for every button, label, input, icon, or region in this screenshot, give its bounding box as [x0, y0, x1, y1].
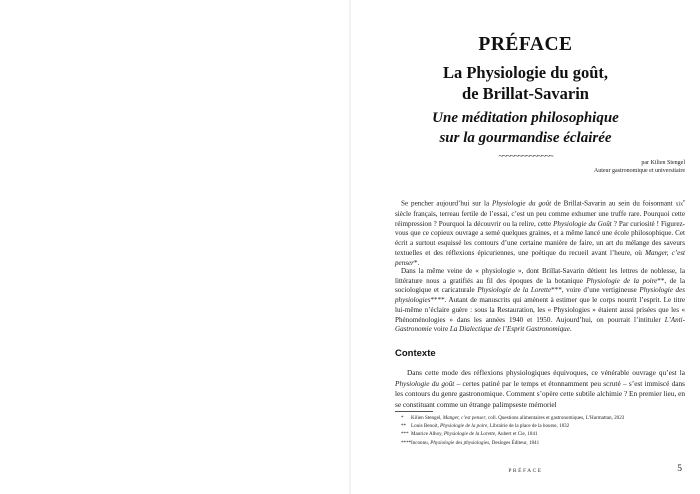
footnote	[401, 422, 681, 430]
book-title-ref: Physiologie du Goût	[553, 219, 612, 228]
text-run: , Desloges Éditeur, 1841	[489, 439, 540, 446]
byline-role: Auteur gastronomique et universitaire	[593, 168, 685, 174]
footnote-mark: ***	[401, 431, 409, 438]
book-title-ref: Physiologie de la poire	[440, 423, 488, 430]
book-title-ref: Physiologie de la poire	[586, 276, 658, 285]
text-run: – certes patiné par le temps et étonnamment peu scruté – s’est immiscé dans les contours du genre gastronomique. Comment s’opère cette subtile alchimie ? En premier lieu, en se constituant comme un étrange palimpseste mémoriel	[395, 378, 685, 409]
footnote-mark: *	[401, 415, 404, 421]
author-byline	[594, 159, 685, 175]
footnote	[401, 430, 681, 438]
text-run: Maurice Alhoy,	[411, 431, 444, 438]
text-run: Dans la même veine de « physiologie », dont Brillat-Savarin détient les lettres de noblesse, la littérature nous a gratifiés au fil des époques de la botanique	[395, 267, 685, 285]
text-run: **, de la sociologique et caricaturale	[395, 276, 685, 295]
book-title-ref: Physiologie de la Lorette	[477, 286, 552, 295]
book-title-ref: Physiologie du goût	[395, 378, 455, 388]
motto	[351, 108, 700, 148]
motto-line-1: Une méditation philosophique	[432, 110, 619, 126]
subtitle-line-1: La Physiologie du goût,	[442, 63, 609, 82]
text-run: de Brillat-Savarin au sein du foisonnant	[551, 199, 676, 208]
right-page	[351, 0, 700, 494]
text-run: Se pencher aujourd’hui sur la	[401, 199, 493, 208]
footnote	[401, 414, 681, 422]
text-run: voire	[431, 325, 450, 334]
book-title-ref: Physiologie du goût	[492, 199, 552, 208]
text-run: ****. Autant de manuscrits qui amènent à estimer que le corps nourrit l’esprit. Le titre lui-même n’éclaire guère : sous la Restauration, les « Physiologies » étaient aussi prisées que les « Phénoménologies » dans les années 1940 et 1950. Aujourd’hui, on pourrait l’intituler	[395, 296, 685, 324]
text-run: Kilien Stengel,	[411, 415, 443, 421]
footnote-divider	[395, 411, 433, 412]
text-run: , Librairie de la place de la bourse, 1832	[487, 423, 570, 430]
text-run: siècle français, terreau fertile de l’essai, c’est un peu comme exhumer une truffe rare. Pourquoi cette réimpression ? Pourquoi la découvrir ou la relire, cette	[395, 210, 685, 228]
footnote	[401, 439, 681, 447]
page-title: PRÉFACE	[478, 34, 573, 55]
book-title-ref: Physiologie de la Lorette	[443, 431, 496, 438]
book-title-ref: Manger, c’est penser	[442, 415, 486, 421]
book-subtitle	[351, 62, 700, 104]
century-numeral: xix	[675, 201, 683, 208]
paragraph-physiologies	[395, 267, 685, 335]
book-title-ref: L’Anti-Gastronomie	[395, 315, 685, 334]
text-run: Dans cette mode des réflexions physiologiques équivoques, ce vénérable ouvrage qu’est la	[407, 368, 685, 377]
motto-line-2: sur la gourmandise éclairée	[439, 130, 612, 146]
book-title-ref: Physiologie des physiologies	[395, 286, 685, 305]
book-title-ref: Physiologie des physiologies	[430, 439, 490, 446]
text-run: Louis Benoit,	[411, 423, 441, 430]
byline-author: par Kilien Stengel	[641, 160, 685, 166]
subtitle-line-2: de Brillat-Savarin	[462, 84, 589, 103]
ornament-flourish: ~~~~~~~~~~~~~~	[498, 151, 553, 161]
paragraph-intro	[395, 196, 685, 268]
running-head: PRÉFACE	[508, 468, 543, 474]
text-run: , coll. Questions alimentaires et gastronomiques, L’Harmattan, 2023	[485, 415, 625, 421]
page-number: 5	[677, 464, 682, 474]
text-run: ? Par curiosité ! Figurez-vous que ce copieux ouvrage a semé quelques graines, et a même lancé une école philosophique. Cet écrit a surtout esquissé les contours d’une certaine manière de faire, un art du mélange des saveurs textuelles et des réflexions épicuriennes, une poétique du recueil avant l’heure, où	[395, 219, 686, 257]
paragraph-contexte	[395, 368, 685, 410]
footnotes	[401, 414, 681, 447]
text-run: Inconnu,	[411, 439, 431, 446]
book-title-ref: Manger, c’est penser	[395, 248, 685, 267]
section-heading: Contexte	[395, 348, 436, 359]
text-run: , Aubert et Cie, 1841	[495, 431, 538, 438]
text-run: .	[569, 325, 572, 334]
book-title-ref: La Dialectique de l’Esprit Gastronomique	[449, 325, 570, 334]
ordinal-sup: e	[683, 198, 685, 203]
footnote-marker: *.	[413, 258, 420, 267]
footnote-mark: **	[401, 423, 407, 430]
text-run: ***, voire d’une vertigineuse	[551, 286, 640, 295]
footnote-mark: ****	[401, 439, 412, 446]
